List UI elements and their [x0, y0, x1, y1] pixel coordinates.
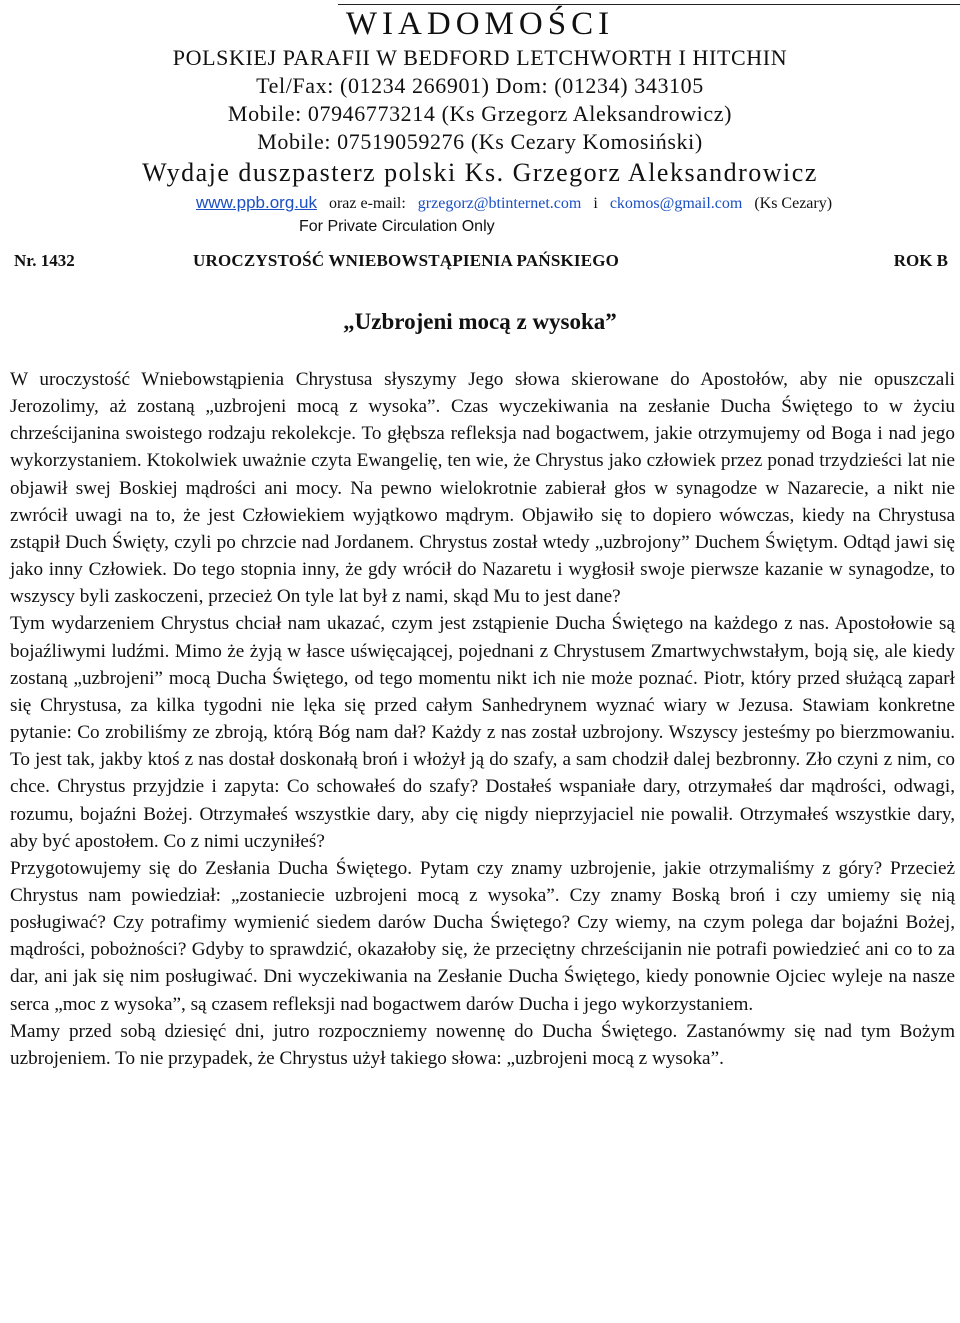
- email-2-note: (Ks Cezary): [754, 195, 833, 212]
- contact-line: [196, 192, 832, 215]
- paragraph: Przygotowujemy się do Zesłania Ducha Świętego. Pytam czy znamy uzbrojenie, jakie otrzymaliśmy z góry? Przecież Chrystus nam powiedział: „zostaniecie uzbrojeni mocą z wysoka”. Czy znamy Boską broń i czy umiemy się nią posługiwać? Czy potrafimy wymienić siedem darów Ducha Świętego? Czy wiemy, na czym polega dar bojaźni Bożej, mądrości, pobożności? Gdyby to sprawdzić, okazałoby się, że przeciętny chrześcijanin nie potrafi powiedzieć ani co to za dar, ani jak się nim posługiwać. Dni wyczekiwania na Zesłanie Ducha Świętego, kiedy ponownie Ojciec wyleje na nasze serca „moc z wysoka”, są czasem refleksji nad bogactwem darów Ducha i jego wykorzystaniem.: [10, 857, 955, 1015]
- parish-name: POLSKIEJ PARAFII W BEDFORD LETCHWORTH I HITCHIN: [172, 45, 788, 70]
- article-heading: „Uzbrojeni mocą z wysoka”: [343, 309, 617, 334]
- website-link[interactable]: www.ppb.org.uk: [196, 193, 317, 212]
- publisher-line: Wydaje duszpasterz polski Ks. Grzegorz Aleksandrowicz: [142, 158, 818, 187]
- article-body: [10, 366, 955, 1072]
- issue-number: Nr. 1432: [14, 251, 75, 270]
- email-link-2[interactable]: ckomos@gmail.com: [609, 195, 743, 212]
- header-rule: [338, 4, 960, 5]
- mobile-line-1: Mobile: 07946773214 (Ks Grzegorz Aleksandrowicz): [227, 101, 733, 126]
- email-conjunction: i: [593, 195, 598, 212]
- paragraph: W uroczystość Wniebowstąpienia Chrystusa słyszymy Jego słowa skierowane do Apostołów, aby nie opuszczali Jerozolimy, aż zostaną „uzbrojeni mocą z wysoka”. Czas wyczekiwania na zesłanie Ducha Świętego to w życiu chrześcijanina swoistego rodzaju rekolekcje. To głębsza refleksja nad bogactwem, jakie otrzymujemy od Boga i nad jego wykorzystaniem. Ktokolwiek uważnie czyta Ewangelię, ten wie, że Chrystus jako człowiek przez ponad trzydzieści lat nie objawił swej Boskiej mądrości ani mocy. Na pewno wielokrotnie zabierał głos w synagodze w Nazarecie, a nikt nie zwrócił uwagi na to, że jest Człowiekiem wyjątkowo mądrym. Objawiło się to dopiero wówczas, kiedy na Chrystusa zstąpił Duch Święty, czyli po chrzcie nad Jordanem. Chrystus został wtedy „uzbrojony” Duchem Świętym. Odtąd jawi się jako inny Człowiek. Do tego stopnia inny, że gdy wrócił do Nazaretu i wygłosił swoje pierwsze kazanie w synagodze, to wszyscy byli zaskoczeni, przecież On tyle lat był z nami, skąd Mu to jest dane?: [10, 369, 955, 608]
- phone-line: Tel/Fax: (01234 266901) Dom: (01234) 343105: [256, 73, 704, 98]
- newsletter-title: WIADOMOŚCI: [345, 6, 615, 42]
- solemnity-title: UROCZYSTOŚĆ WNIEBOWSTĄPIENIA PAŃSKIEGO: [193, 251, 620, 270]
- email-label: oraz e-mail:: [328, 195, 406, 212]
- private-circulation-note: For Private Circulation Only: [299, 218, 495, 235]
- paragraph: Mamy przed sobą dziesięć dni, jutro rozpoczniemy nowennę do Ducha Świętego. Zastanówmy się nad tym Bożym uzbrojeniem. To nie przypadek, że Chrystus użył takiego słowa: „uzbrojeni mocą z wysoka”.: [10, 1020, 955, 1069]
- email-link-1[interactable]: grzegorz@btinternet.com: [417, 195, 582, 212]
- mobile-line-2: Mobile: 07519059276 (Ks Cezary Komosiński): [257, 129, 703, 154]
- liturgical-year: ROK B: [893, 251, 948, 270]
- paragraph: Tym wydarzeniem Chrystus chciał nam ukazać, czym jest zstąpienie Ducha Świętego na każdego z nas. Apostołowie są bojaźliwymi ludźmi. Mimo że żyją w łasce uświęcającej, pojednani z Chrystusem Zmartwychwstałym, boją się, ale kiedy zostaną „uzbrojeni” mocą Ducha Świętego, od tego momentu nikt ich nie może poznać. Piotr, który przed służącą zaparł się Chrystusa, za kilka tygodni nie lęka się przed całym Sanhedrynem wyznać wiary w Jezusa. Stawiam konkretne pytanie: Co zrobiliśmy ze zbroją, którą Bóg nam dał? Każdy z nas został uzbrojony. Wszyscy jesteśmy po bierzmowaniu. To jest tak, jakby ktoś z nas dostał doskonałą broń i włożył ją do szafy, a sam chodził dalej bezbronny. Zło czyni z nim, co chce. Chrystus przyjdzie i zapyta: Co schowałeś do szafy? Dostałeś wspaniałe dary, otrzymałeś dar mądrości, odwagi, rozumu, bojaźni Bożej. Otrzymałeś wszystkie dary, aby cię nigdy nieprzyjaciel nie powalił. Otrzymałeś wszystkie dary, aby być apostołem. Co z nimi uczyniłeś?: [10, 613, 955, 852]
